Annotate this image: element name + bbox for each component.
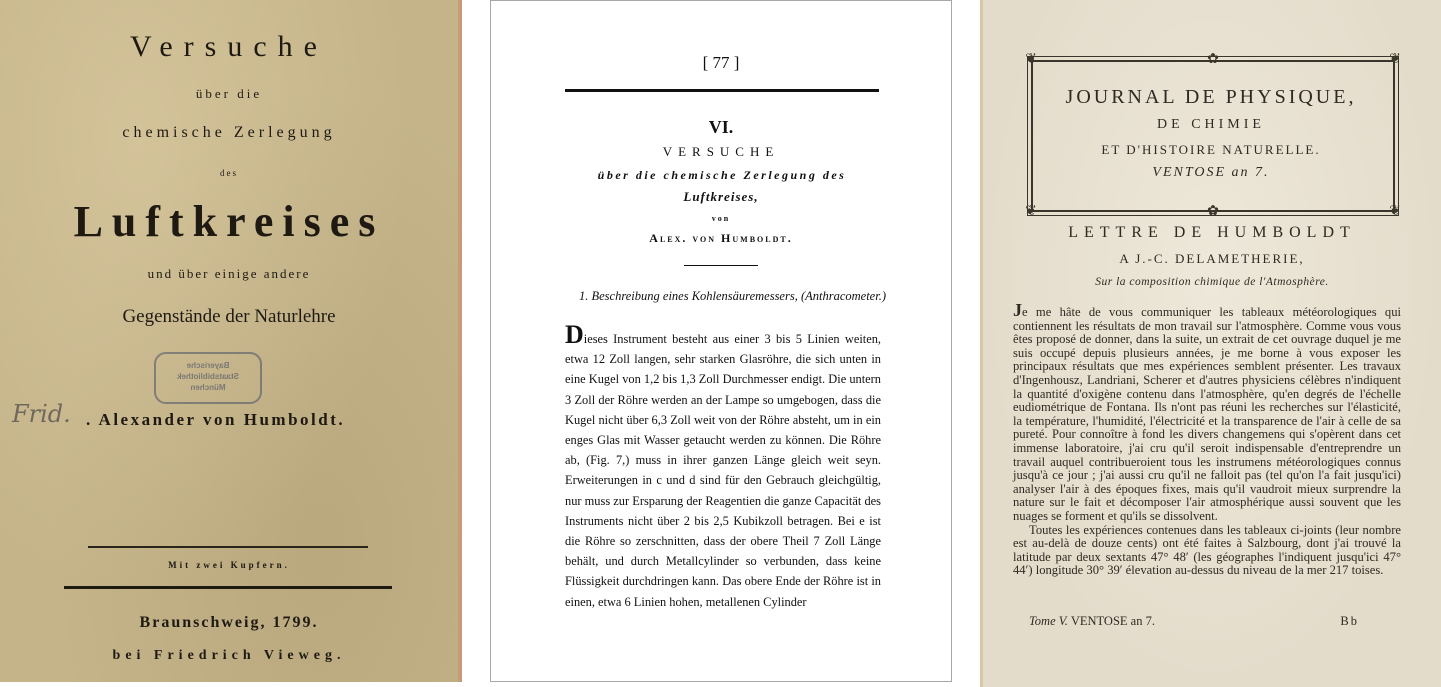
- body-paragraph: Je me hâte de vous communiquer les tableaux météorologiques qui contiennent les résultats de mon travail sur l'atmosphère. Comme vous vous êtes proposé de donner, dans la suite, un extrait de cet ouvrage duquel je me suis occupé depuis plusieurs années, je me borne à vous exposer les principaux résultats que mes expériences semblent présenter. Les travaux d'Ingenhousz, Landriani, Scherer et d'autres physiciens célèbres n'indiquent la quantité d'oxigène contenu dans l'atmosphère, qu'en degrés de l'échelle eudiométrique de Fontana. Ils n'ont pas réuni les recherches sur l'élasticité, la température, l'humidité, l'électricité et la transparence de l'air à celle de sa pureté. Pour connoître à fond les divers changemens qui s'opèrent dans cet immense laboratoire, j'ai cru qu'il seroit indispensable d'entreprendre un travail auquel contribueroient tous les instrumens météorologiques connus jusqu'à ce jour ; j'ai aussi cru qu'il ne falloit pas (tel qu'on l'a fait jusqu'ici) analyser l'air à des époques fixes, mais qu'il vaudroit mieux surprendre la nature sur le fait et décomposer l'air atmosphérique aussi souvent que les nuages se forment et qu'ils se dissolvent.: [1013, 300, 1401, 523]
- author-line: Alex. von Humboldt.: [649, 231, 793, 245]
- drop-cap: D: [565, 320, 584, 349]
- main-title: Luftkreises: [73, 197, 385, 246]
- article-title: VERSUCHE: [662, 144, 780, 159]
- ornament-icon: ❦: [1025, 204, 1037, 219]
- byline-von: von: [711, 214, 731, 223]
- divider: [64, 586, 392, 589]
- footer-tome: Tome V.: [1029, 614, 1068, 628]
- footer-signature: Bb: [1340, 614, 1359, 628]
- ornament-icon: ✿: [1207, 52, 1219, 67]
- ornament-icon: ❦: [1389, 204, 1401, 219]
- journal-subtitle: ET D'HISTOIRE NATURELLE.: [1101, 142, 1321, 157]
- footer-date: VENTOSE an 7.: [1070, 614, 1155, 628]
- journal-subtitle: DE CHIMIE: [1157, 117, 1265, 132]
- letter-recipient: A J.-C. DELAMETHERIE,: [1119, 251, 1305, 266]
- ornamental-frame: [1025, 52, 1401, 219]
- article-subtitle: Luftkreises,: [683, 189, 759, 204]
- handwritten-note: Frid.: [12, 400, 71, 428]
- journal-title: JOURNAL DE PHYSIQUE,: [1065, 86, 1357, 108]
- title-page-image: [0, 0, 462, 682]
- ornament-icon: ✿: [1207, 204, 1219, 219]
- journal-page-image: [490, 0, 952, 682]
- letter-body: [1013, 300, 1401, 578]
- subtitle-line: und über einige andere: [147, 266, 311, 281]
- subtitle-line: des: [220, 168, 238, 178]
- body-paragraph: Toutes les expériences contenues dans les tableaux ci-joints (leur nombre est au-delà de douze cents) ont été faites à Salzbourg, dont j'ai trouvé la latitude par deux sextants 47° 48′ (les géographes l'indiquent jusqu'ici 47° 44′) longitude 30° 39′ élevation au-dessus du niveau de la mer 217 toises.: [1013, 522, 1401, 578]
- ornament-icon: ❦: [1025, 52, 1037, 67]
- article-subtitle: über die chemische Zerlegung des: [597, 168, 847, 182]
- page-footer: [1029, 614, 1359, 629]
- subtitle-line: Gegenstände der Naturlehre: [122, 306, 336, 327]
- library-stamp: Bayerische Staatsbibliothek München: [154, 352, 262, 404]
- plates-note: Mit zwei Kupfern.: [168, 560, 290, 570]
- author-line: . Alexander von Humboldt.: [86, 410, 346, 429]
- title-word: Versuche: [130, 30, 328, 63]
- subtitle-line: chemische Zerlegung: [122, 124, 336, 141]
- body-paragraph: Dieses Instrument besteht aus einer 3 bis 5 Linien weiten, etwa 12 Zoll langen, sehr starken Glasröhre, die sich unten in eine Kugel von 1,2 bis 1,3 Zoll Durchmesser endigt. Die untern 3 Zoll der Röhre werden an der Lampe so umgebogen, dass die Kugel nicht über 6,3 Zoll weit von der Röhre absteht, um in ein enges Glas mit Wasser getaucht werden zu können. Die Röhre ab, (Fig. 7,) muss in ihrer ganzen Länge gleich weit seyn. Erweiterungen in c und d sind für den Gebrauch gleichgültig, nur muss zur Ersparung der Reagentien die ganze Capacität des Instruments nicht über 2 bis 2,5 Kubikzoll betragen. Bei e ist die Röhre so zerschnitten, dass der obere Theil 7 Zoll Länge behält, und durch Metallcylinder so verbunden, dass keine Flüssigkeit durchdringen kann. Das obere Ende der Röhre ist in einen, etwa 6 Linien hohen, metallenen Cylinder: [565, 320, 881, 609]
- letter-title: LETTRE DE HUMBOLDT: [1068, 224, 1356, 241]
- chapter-number: VI.: [708, 117, 734, 137]
- french-journal-page-image: [980, 0, 1441, 687]
- divider: [684, 265, 758, 266]
- ornament-icon: ❦: [1389, 52, 1401, 67]
- drop-cap: J: [1013, 300, 1022, 320]
- subtitle-line: über die: [195, 86, 263, 101]
- page-number: [ 77 ]: [702, 53, 740, 72]
- publisher: bei Friedrich Vieweg.: [112, 648, 346, 663]
- letter-subject: Sur la composition chimique de l'Atmosphère.: [1095, 276, 1329, 288]
- section-heading: 1. Beschreibung eines Kohlensäuremessers, (Anthracometer.): [579, 289, 887, 303]
- divider: [565, 89, 879, 92]
- journal-date: VENTOSE an 7.: [1152, 165, 1270, 180]
- place-year: Braunschweig, 1799.: [139, 614, 319, 631]
- divider: [88, 546, 368, 548]
